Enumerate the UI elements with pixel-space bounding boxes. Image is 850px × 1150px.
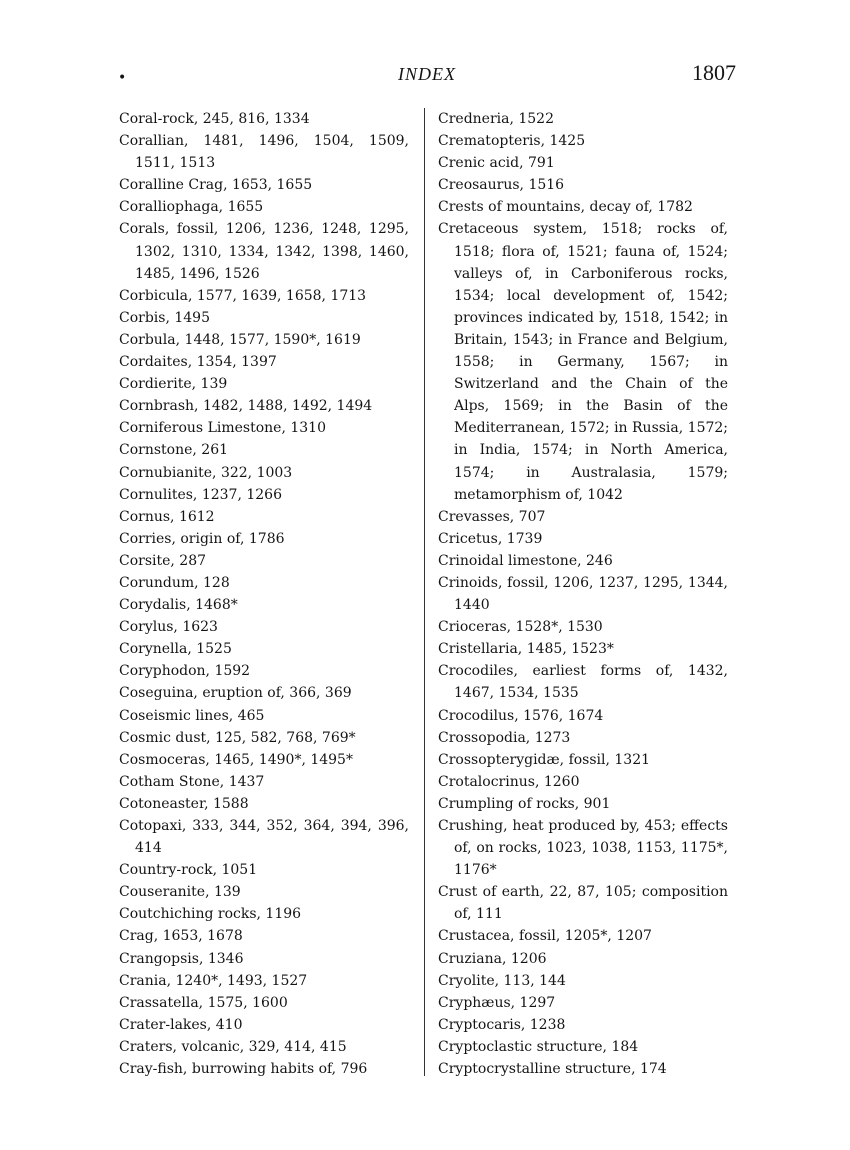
index-entry: Crossopodia, 1273 <box>438 729 571 746</box>
index-entry: Country-rock, 1051 <box>119 862 258 879</box>
index-column-left <box>119 108 409 1080</box>
index-entry: Cray-fish, burrowing habits of, 796 <box>119 1061 368 1078</box>
index-column-right <box>438 108 728 1080</box>
index-entry: Corbula, 1448, 1577, 1590*, 1619 <box>119 331 361 348</box>
index-entry: Cornus, 1612 <box>119 508 215 525</box>
index-entry: Corals, fossil, 1206, 1236, 1248, 1295, 1302, 1310, 1334, 1342, 1398, 1460, 1485, 1496, 1526 <box>119 221 409 282</box>
index-entry: Crushing, heat produced by, 453; effects of, on rocks, 1023, 1038, 1153, 1175*, 1176* <box>438 818 728 879</box>
index-entry: Crocodilus, 1576, 1674 <box>438 707 604 724</box>
index-entry: Cryphæus, 1297 <box>438 994 556 1011</box>
index-entry: Crumpling of rocks, 901 <box>438 795 611 812</box>
index-entry: Cordierite, 139 <box>119 376 228 393</box>
index-entry: Coryphodon, 1592 <box>119 663 251 680</box>
index-entry: Cornstone, 261 <box>119 442 229 459</box>
index-entry: Corniferous Limestone, 1310 <box>119 420 326 437</box>
index-entry: Crinoids, fossil, 1206, 1237, 1295, 1344, 1440 <box>438 574 728 614</box>
index-entry: Crematopteris, 1425 <box>438 133 586 150</box>
index-entry: Cryptoclastic structure, 184 <box>438 1038 639 1055</box>
index-entry: Coseguina, eruption of, 366, 369 <box>119 685 352 702</box>
index-entry: Corydalis, 1468* <box>119 597 238 614</box>
index-entry: Coutchiching rocks, 1196 <box>119 906 302 923</box>
index-entry: Cosmoceras, 1465, 1490*, 1495* <box>119 751 353 768</box>
index-entry: Corbicula, 1577, 1639, 1658, 1713 <box>119 287 367 304</box>
index-entry: Craters, volcanic, 329, 414, 415 <box>119 1038 347 1055</box>
index-entry: Cruziana, 1206 <box>438 950 547 967</box>
index-entry: Crustacea, fossil, 1205*, 1207 <box>438 928 652 945</box>
index-entry: Cordaites, 1354, 1397 <box>119 354 277 371</box>
index-entry: Crag, 1653, 1678 <box>119 928 243 945</box>
index-entry: Crater-lakes, 410 <box>119 1016 243 1033</box>
index-entry: Credneria, 1522 <box>438 111 554 127</box>
index-entry: Cryptocaris, 1238 <box>438 1016 566 1033</box>
index-entry: Cotopaxi, 333, 344, 352, 364, 394, 396, 414 <box>119 818 409 857</box>
index-entry: Crests of mountains, decay of, 1782 <box>438 199 693 216</box>
index-entry: Cornbrash, 1482, 1488, 1492, 1494 <box>119 398 373 415</box>
page-title: INDEX <box>398 64 456 84</box>
index-entry: Crioceras, 1528*, 1530 <box>438 619 603 636</box>
index-entry: Crania, 1240*, 1493, 1527 <box>119 972 308 989</box>
index-entry: Crenic acid, 791 <box>438 155 555 172</box>
index-entry: Creosaurus, 1516 <box>438 177 565 194</box>
index-entry: Crinoidal limestone, 246 <box>438 552 613 569</box>
index-entry: Cotoneaster, 1588 <box>119 795 249 812</box>
index-entry: Corbis, 1495 <box>119 309 210 326</box>
index-entry: Cryptocrystalline structure, 174 <box>438 1061 667 1078</box>
index-entry: Corylus, 1623 <box>119 619 218 636</box>
index-entry: Cristellaria, 1485, 1523* <box>438 641 614 658</box>
index-entry: Crangopsis, 1346 <box>119 950 244 967</box>
index-entry: Coral-rock, 245, 816, 1334 <box>119 111 310 127</box>
index-entry: Crevasses, 707 <box>438 508 546 525</box>
index-entry: Coralline Crag, 1653, 1655 <box>119 177 313 194</box>
index-entry: Coseismic lines, 465 <box>119 707 265 724</box>
index-entry: Corries, origin of, 1786 <box>119 530 285 547</box>
index-entry: Cretaceous system, 1518; rocks of, 1518; flora of, 1521; fauna of, 1524; valleys of, in Carboniferous rocks, 1534; local development of, 1542; provinces indicated by, 1518, 1542; in Britain, 1543; in France and Belgium, 1558; in Germany, 1567; in Switzerland and the Chain of the Alps, 1569; in the Basin of the Mediterranean, 1572; in Russia, 1572; in India, 1574; in North America, 1574; in Australasia, 1579; metamorphism of, 1042 <box>438 221 729 503</box>
index-entry: Coralliophaga, 1655 <box>119 199 264 216</box>
index-entry: Cornubianite, 322, 1003 <box>119 464 293 481</box>
index-entry: Cryolite, 113, 144 <box>438 972 566 989</box>
index-entry: Corundum, 128 <box>119 574 230 591</box>
index-entry: Crossopterygidæ, fossil, 1321 <box>438 751 651 768</box>
index-entry: Corsite, 287 <box>119 552 207 569</box>
page-number: 1807 <box>692 60 736 85</box>
page-header <box>118 60 736 90</box>
margin-dot: • <box>118 70 127 86</box>
index-entry: Cosmic dust, 125, 582, 768, 769* <box>119 729 356 746</box>
index-entry: Couseranite, 139 <box>119 884 241 901</box>
index-entry: Crocodiles, earliest forms of, 1432, 1467, 1534, 1535 <box>438 663 728 702</box>
index-entry: Crotalocrinus, 1260 <box>438 773 580 790</box>
index-entry: Corynella, 1525 <box>119 641 232 658</box>
index-entry: Crust of earth, 22, 87, 105; composition of, 111 <box>438 884 728 923</box>
index-entry: Cricetus, 1739 <box>438 530 543 547</box>
index-entry: Cornulites, 1237, 1266 <box>119 486 282 503</box>
index-entry: Crassatella, 1575, 1600 <box>119 994 288 1011</box>
column-divider <box>424 108 425 1076</box>
index-entry: Cotham Stone, 1437 <box>119 773 265 790</box>
index-entry: Corallian, 1481, 1496, 1504, 1509, 1511, 1513 <box>119 133 409 172</box>
